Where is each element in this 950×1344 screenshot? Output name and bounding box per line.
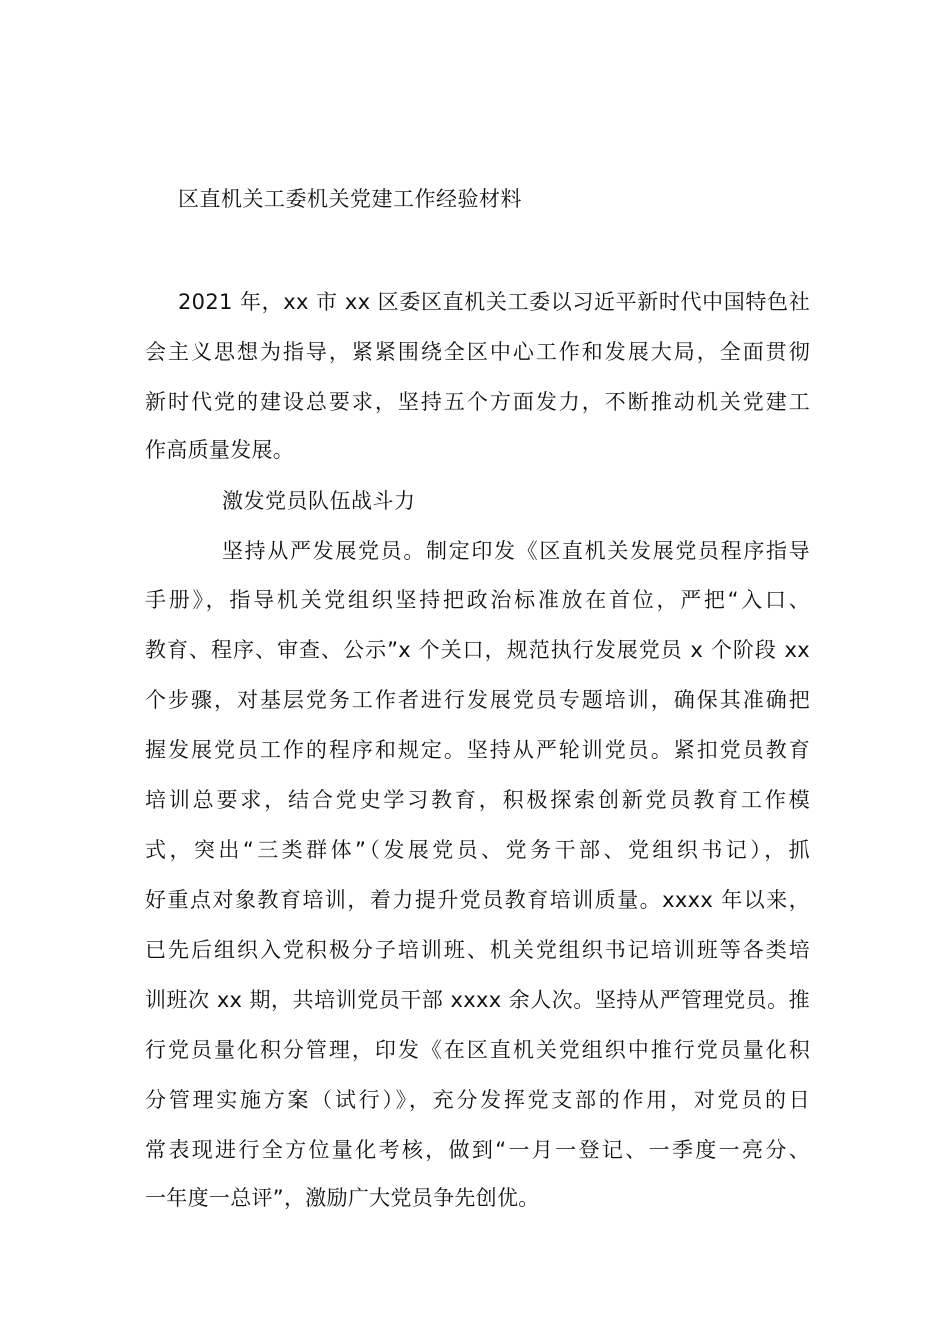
body-line: 培训总要求，结合党史学习教育，积极探索创新党员教育工作模 (145, 788, 810, 812)
body-line: 常表现进行全方位量化考核，做到“一月一登记、一季度一亮分、 (145, 1138, 810, 1162)
body-line: 好重点对象教育培训，着力提升党员教育培训质量。xxxx 年以来， (145, 888, 810, 912)
intro-line: 2021 年，xx 市 xx 区委区直机关工委以习近平新时代中国特色社 (178, 290, 810, 314)
body-line: 训班次 xx 期，共培训党员干部 xxxx 余人次。坚持从严管理党员。推 (145, 988, 810, 1012)
body-line: 行党员量化积分管理，印发《在区直机关党组织中推行党员量化积 (145, 1038, 810, 1062)
body-line: 手册》，指导机关党组织坚持把政治标准放在首位，严把“入口、 (145, 588, 810, 612)
intro-line: 新时代党的建设总要求，坚持五个方面发力，不断推动机关党建工 (145, 390, 810, 414)
body-line: 个步骤，对基层党务工作者进行发展党员专题培训，确保其准确把 (145, 688, 810, 712)
intro-line: 会主义思想为指导，紧紧围绕全区中心工作和发展大局，全面贯彻 (145, 340, 810, 364)
body-line: 分管理实施方案（试行）》，充分发挥党支部的作用，对党员的日 (145, 1088, 810, 1112)
body-line: 式，突出“三类群体”（发展党员、党务干部、党组织书记），抓 (145, 838, 810, 862)
body-line: 握发展党员工作的程序和规定。坚持从严轮训党员。紧扣党员教育 (145, 738, 810, 762)
document-title: 区直机关工委机关党建工作经验材料 (178, 187, 522, 211)
body-line: 已先后组织入党积极分子培训班、机关党组织书记培训班等各类培 (145, 938, 810, 962)
body-line: 教育、程序、审查、公示”x 个关口，规范执行发展党员 x 个阶段 xx (145, 638, 810, 662)
body-line: 一年度一总评”，激励广大党员争先创优。 (145, 1186, 540, 1210)
intro-line: 作高质量发展。 (145, 438, 295, 462)
body-line: 坚持从严发展党员。制定印发《区直机关发展党员程序指导 (222, 539, 810, 563)
section-heading: 激发党员队伍战斗力 (222, 489, 416, 513)
